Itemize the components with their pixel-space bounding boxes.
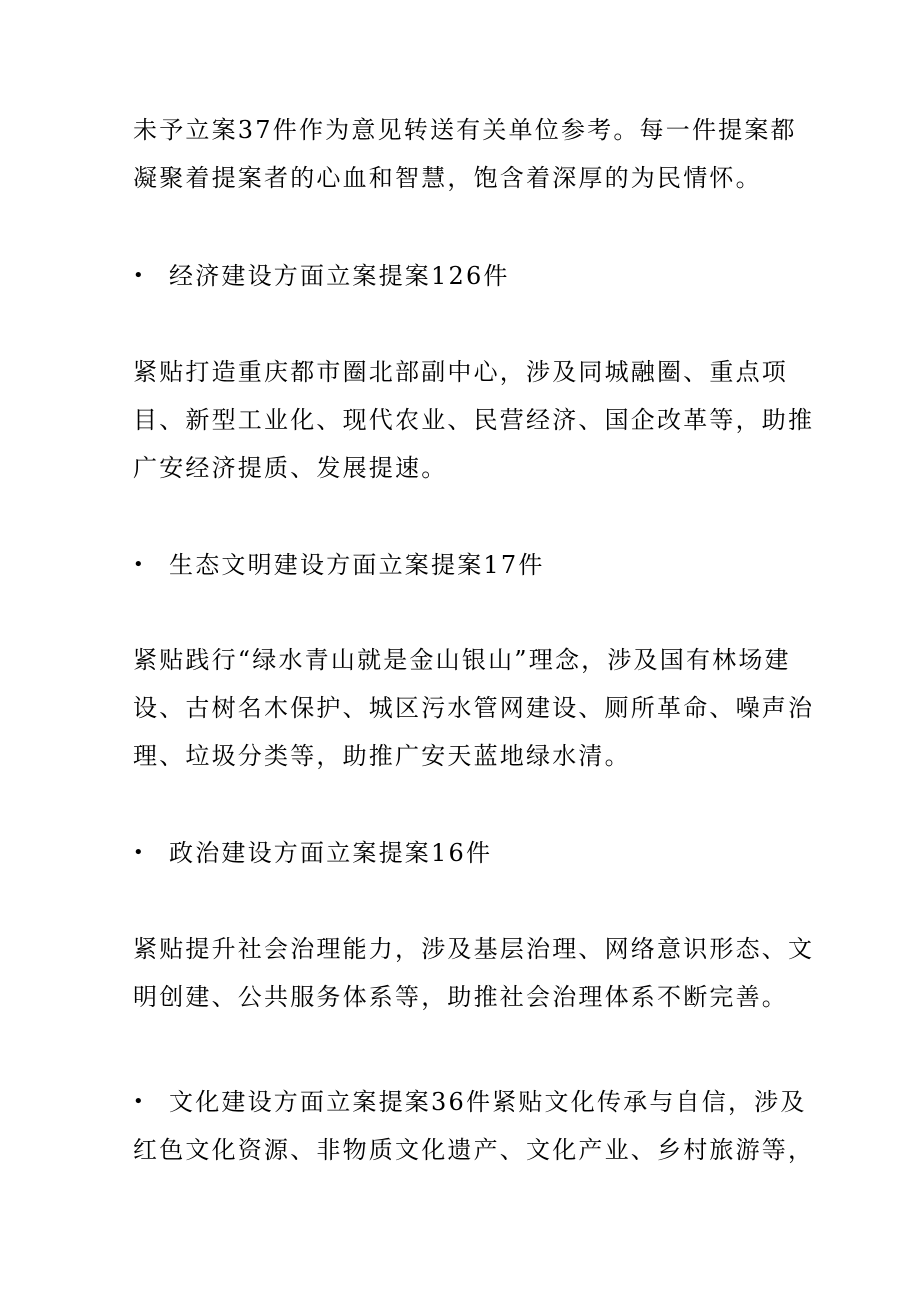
bullet-item-culture — [133, 1078, 815, 1174]
bullet-icon: • — [133, 554, 146, 575]
bullet-text: 生态文明建设方面立案提案17件 — [169, 551, 545, 579]
paragraph-politics — [133, 925, 815, 1021]
bullet-icon: • — [133, 842, 146, 863]
bullet-icon: • — [133, 265, 146, 286]
bullet-icon: • — [133, 1091, 146, 1112]
paragraph-line: 目、新型工业化、现代农业、民营经济、国企改革等，助推 — [133, 406, 815, 434]
paragraph-line: 广安经济提质、发展提速。 — [133, 454, 448, 482]
paragraph-line: 明创建、公共服务体系等，助推社会治理体系不断完善。 — [133, 983, 788, 1011]
paragraph-line: 理、垃圾分类等，助推广安天蓝地绿水清。 — [133, 742, 631, 770]
paragraph-intro — [133, 106, 797, 202]
bullet-text: 文化建设方面立案提案36件紧贴文化传承与自信，涉及 — [169, 1088, 807, 1116]
paragraph-economy — [133, 348, 815, 492]
paragraph-line: 紧贴提升社会治理能力，涉及基层治理、网络意识形态、文 — [133, 935, 815, 963]
bullet-text: 经济建设方面立案提案126件 — [169, 262, 510, 290]
paragraph-line: 未予立案37件作为意见转送有关单位参考。每一件提案都 — [133, 116, 797, 144]
bullet-line — [133, 1078, 807, 1126]
bullet-line: 红色文化资源、非物质文化遗产、文化产业、乡村旅游等， — [133, 1136, 815, 1164]
paragraph-ecology — [133, 636, 815, 780]
paragraph-line: 紧贴打造重庆都市圈北部副中心，涉及同城融圈、重点项 — [133, 358, 788, 386]
paragraph-line: 设、古树名木保护、城区污水管网建设、厕所革命、噪声治 — [133, 694, 815, 722]
bullet-item-politics — [133, 829, 793, 877]
bullet-text: 政治建设方面立案提案16件 — [169, 839, 493, 867]
paragraph-line: 凝聚着提案者的心血和智慧，饱含着深厚的为民情怀。 — [133, 164, 762, 192]
bullet-item-ecology — [133, 541, 793, 589]
bullet-item-economy — [133, 252, 793, 300]
paragraph-line: 紧贴践行“绿水青山就是金山银山”理念，涉及国有林场建 — [133, 646, 791, 674]
